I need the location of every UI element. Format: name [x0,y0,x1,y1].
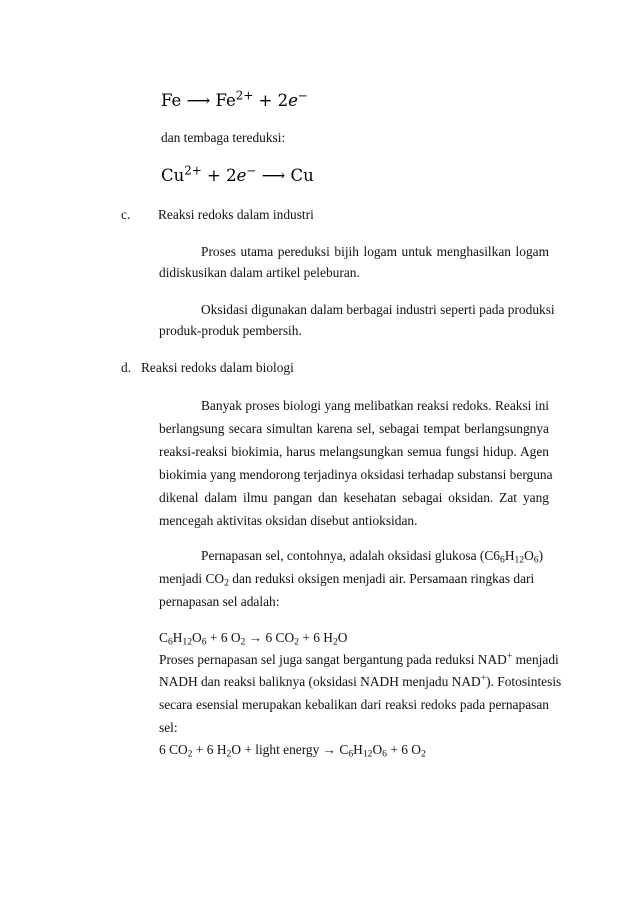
section-d-p1-line2: berlangsung secara simultan karena sel, sebagai tempat berlangsungnya [159,421,549,436]
section-d-p2-line3: pernapasan sel adalah: [159,594,280,609]
section-d-p1-line4: biokimia yang mendorong terjadinya oksidasi terhadap substansi berguna [159,467,553,482]
section-d-p1-line6: mencegah aktivitas oksidan disebut antioksidan. [159,513,418,528]
reduction-intro-text: dan tembaga tereduksi: [161,130,286,145]
section-c-p2-line2: produk-produk pembersih. [159,323,302,338]
photosynthesis-equation: 6 $CO_2 + 6$ $H_2O$ + light energy → $C_6H_{12}O_6 + 6$ $O_2$ [159,742,426,760]
section-c-p1-line2: didiskusikan dalam artikel peleburan. [159,265,360,280]
section-d-p2-line2: menjadi $CO_2$ dan reduksi oksigen menjadi air. Persamaan ringkas dari [159,571,535,589]
section-c-p1-line1: Proses utama pereduksi bijih logam untuk menghasilkan logam [201,244,549,259]
section-d-p3-line1: Proses pernapasan sel juga sangat bergantung pada reduksi NAD+ menjadi [159,650,559,667]
section-c-heading: Reaksi redoks dalam industri [158,207,314,222]
section-d-p3-line3: secara esensial merupakan kebalikan dari reaksi redoks pada pernapasan [159,697,549,712]
equation-copper-reduction: $Cu^{2+} + 2e^-$ ⟶ Cu [161,163,314,185]
section-c-p2-line1: Oksidasi digunakan dalam berbagai industri seperti pada produksi [201,302,555,317]
section-d-p2-line1: Pernapasan sel, contohnya, adalah oksidasi glukosa $(C6_6H_{12}O_6)$ [201,548,544,566]
section-d-p1-line5: dikenal dalam ilmu pangan dan kesehatan sebagai oksidan. Zat yang [159,490,549,505]
section-d-heading: Reaksi redoks dalam biologi [141,360,294,375]
section-d-p3-line4: sel: [159,720,178,735]
section-d-marker: d. [121,360,132,375]
section-d-p1-line1: Banyak proses biologi yang melibatkan reaksi redoks. Reaksi ini [201,398,549,413]
section-d-p1-line3: reaksi-reaksi biokimia, harus melangsungkan semua fungsi hidup. Agen [159,444,549,459]
section-d-p3-line2: NADH dan reaksi baliknya (oksidasi NADH menjadu NAD+). Fotosintesis [159,672,562,689]
respiration-equation: $C_6H_{12}O_6 + 6$ $O_2 \to 6$ $CO_2 + 6$ $H_2O$ [159,630,348,648]
section-c-marker: c. [121,207,131,222]
equation-iron-oxidation: Fe ⟶ $Fe^{2+} + 2e^-$ [161,88,308,110]
